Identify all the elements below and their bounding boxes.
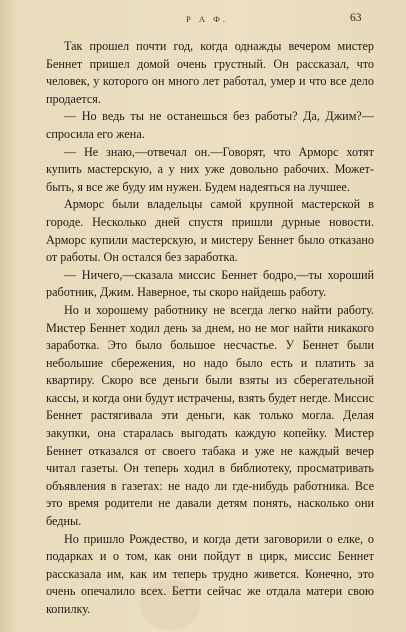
- paragraph: Так прошел почти год, когда однажды вечером мистер Беннет пришел домой очень грустный. Он рассказал, что человек, у которого он много лет работал, умер и что все дело продается.: [46, 39, 374, 106]
- paragraph: Арморс были владельцы самой крупной мастерской в городе. Несколько дней спустя пришли дурные новости. Арморс купили мастерскую, и мистеру Беннет было отказано от работы. Он остался без заработка.: [46, 197, 374, 265]
- paragraph: Но пришло Рождество, и когда дети заговорили о елке, о подарках и о том, как они пойдут в цирк, миссис Беннет рассказала им, как им теперь трудно живется. Конечно, это очень опечалило всех. Бетти сейчас же отдала матери свою копилку.: [46, 531, 374, 616]
- paragraph: — Ничего,—сказала миссис Беннет бодро,—ты хороший работник, Джим. Наверное, ты скоро найдешь работу.: [46, 267, 374, 300]
- page-body-text: [46, 38, 374, 619]
- page-number: 63: [350, 12, 362, 24]
- paragraph: — Не знаю,—отвечал он.—Говорят, что Арморс хотят купить мастерскую, а у них уже довольно рабочих. Может-быть, я все же буду им нужен. Будем надеяться на лучшее.: [46, 144, 374, 194]
- page-header: [0, 14, 406, 30]
- paragraph: — Но ведь ты не останешься без работы? Да, Джим?— спросила его жена.: [46, 109, 374, 141]
- running-head: Р А Ф.: [186, 14, 228, 24]
- paragraph: Но и хорошему работнику не всегда легко найти работу. Мистер Беннет ходил день за днем, но не мог найти никакого заработка. Это было большое несчастье. У Беннет были небольшие сбережения, но надо было есть и платить за квартиру. Скоро все деньги были взяты из сберегательной кассы, и когда они будут истрачены, взять будет негде. Миссис Беннет растягивала эти деньги, как только могла. Делая закупки, она старалась выгодать каждую копейку. Мистер Беннет отказался от своего табака и уже не каждый вечер читал газеты. Он теперь ходил в библиотеку, просматривать объявления в газетах: не надо ли где-нибудь работника. Все это время родители не давали детям понять, насколько они бедны.: [46, 302, 374, 529]
